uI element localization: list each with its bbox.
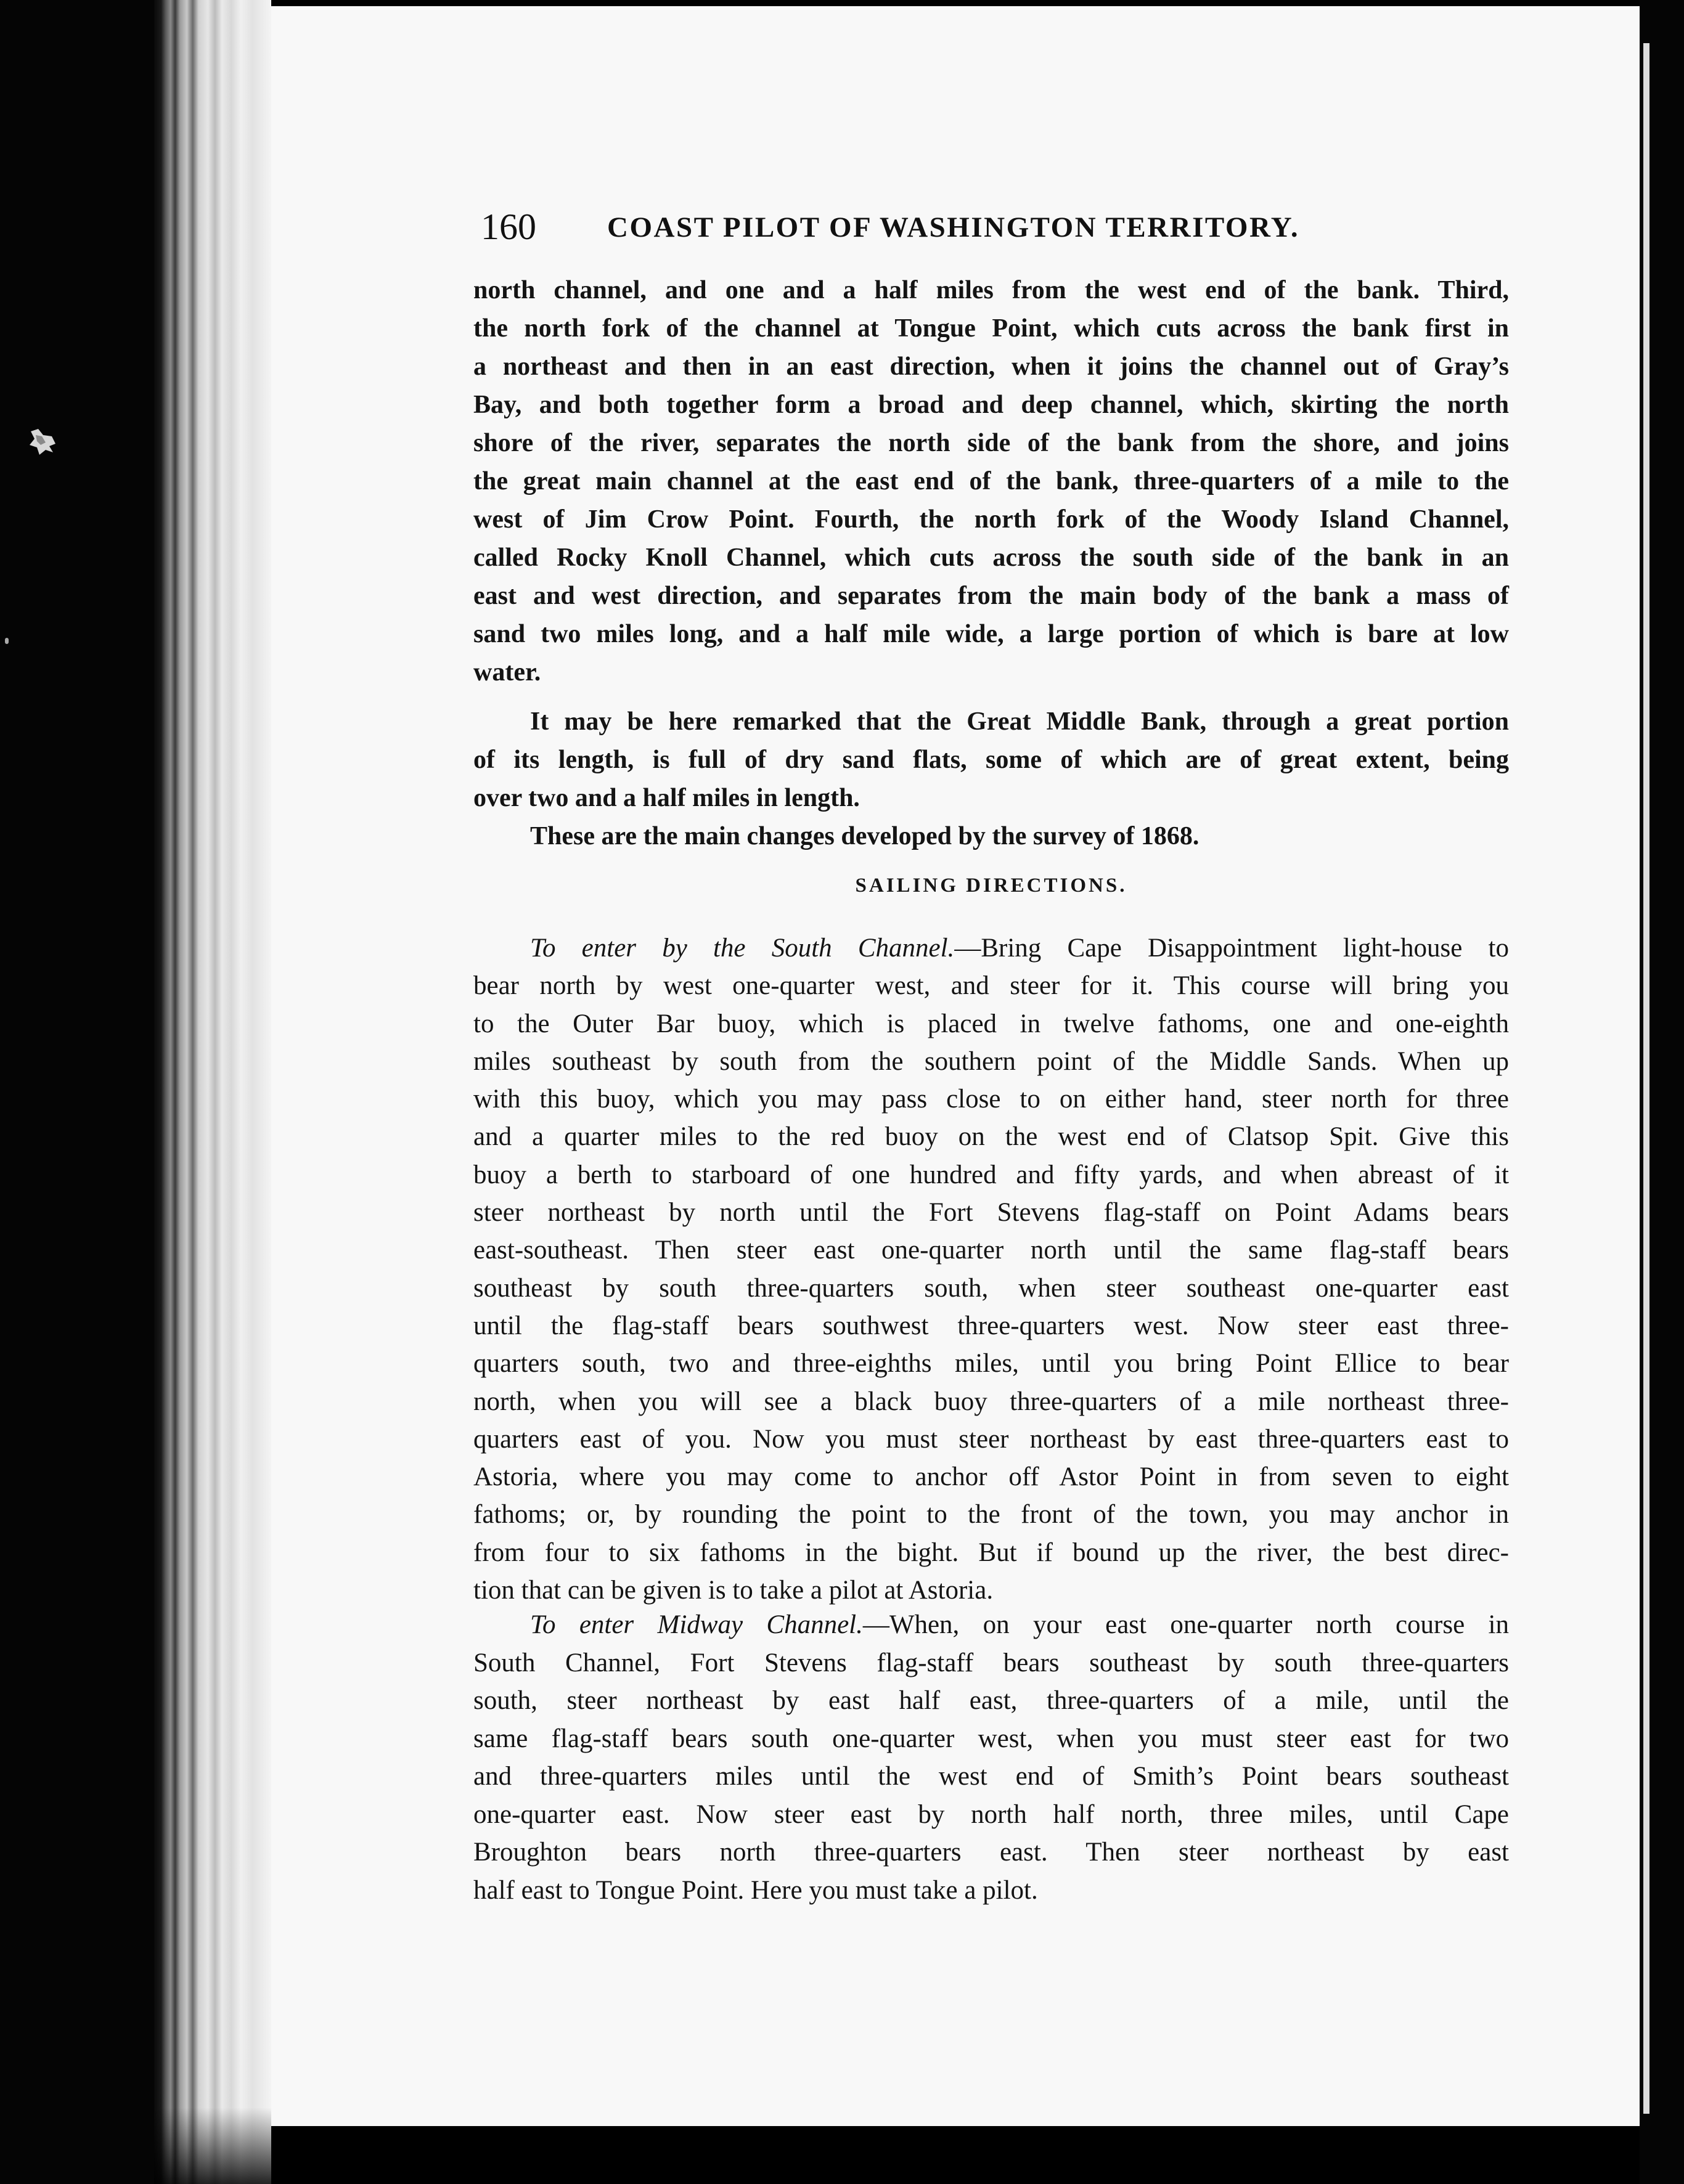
text-line: and three-quarters miles until the west end of Smith’s Point bears southeast: [473, 1762, 1509, 1791]
text-line-first: [473, 929, 1509, 967]
text-line: southeast by south three-quarters south, when steer southeast one-quarter east: [473, 1273, 1509, 1303]
running-title: COAST PILOT OF WASHINGTON TERRITORY.: [607, 211, 1300, 243]
text-line: a northeast and then in an east direction, when it joins the channel out of Gray’s: [473, 352, 1509, 381]
text-line: the north fork of the channel at Tongue Point, which cuts across the bank first in: [473, 314, 1509, 343]
text-line: from four to six fathoms in the bight. But if bound up the river, the best direc-: [473, 1538, 1509, 1567]
running-header: [481, 202, 1362, 251]
text-run: —When, on your east one-quarter north course in: [862, 1610, 1509, 1639]
text-line: tion that can be given is to take a pilot at Astoria.: [473, 1576, 994, 1605]
text-run: —Bring Cape Disappointment light-house to: [954, 934, 1509, 963]
paragraph-south-channel: [473, 929, 1509, 1609]
dust-speck-icon: [25, 425, 68, 462]
text-line: one-quarter east. Now steer east by north half north, three miles, until Cape: [473, 1799, 1509, 1829]
page-number: 160: [481, 206, 536, 247]
text-line: sand two miles long, and a half mile wide, a large portion of which is bare at low: [473, 620, 1509, 648]
text-line: quarters south, two and three-eighths miles, until you bring Point Ellice to bear: [473, 1349, 1509, 1379]
book-page-edges: [154, 0, 271, 2184]
text-line: These are the main changes developed by the survey of 1868.: [530, 822, 1200, 850]
paragraph-middle-bank: [473, 703, 1509, 855]
text-line: with this buoy, which you may pass close to on either hand, steer north for three: [473, 1085, 1509, 1114]
text-line: quarters east of you. Now you must steer northeast by east three-quarters east to: [473, 1424, 1509, 1454]
text-line: east and west direction, and separates from the main body of the bank a mass of: [473, 582, 1509, 610]
text-line: bear north by west one-quarter west, and steer for it. This course will bring you: [473, 971, 1509, 1001]
scan-margin-bottom: [271, 2126, 1684, 2184]
text-line: Broughton bears north three-quarters east. Then steer northeast by east: [473, 1838, 1509, 1867]
text-line: called Rocky Knoll Channel, which cuts across the south side of the bank in an: [473, 544, 1509, 572]
facing-page-edge: [1643, 43, 1649, 2114]
text-line: miles southeast by south from the southern point of the Middle Sands. When up: [473, 1046, 1509, 1076]
text-line: water.: [473, 658, 541, 687]
text-line: south, steer northeast by east half east, three-quarters of a mile, until the: [473, 1686, 1509, 1715]
scan-margin-left: [0, 0, 154, 2184]
text-line: shore of the river, separates the north side of the bank from the shore, and joins: [473, 429, 1509, 457]
text-line: South Channel, Fort Stevens flag-staff bears southeast by south three-quarters: [473, 1648, 1509, 1677]
text-line: and a quarter miles to the red buoy on the west end of Clatsop Spit. Give this: [473, 1122, 1509, 1152]
text-line: north channel, and one and a half miles from the west end of the bank. Third,: [473, 276, 1509, 304]
text-line: steer northeast by north until the Fort Stevens flag-staff on Point Adams bears: [473, 1198, 1509, 1228]
text-line: It may be here remarked that the Great Middle Bank, through a great portion: [530, 707, 1509, 736]
text-line: Bay, and both together form a broad and deep channel, which, skirting the north: [473, 391, 1509, 419]
text-line: same flag-staff bears south one-quarter west, when you must steer east for two: [473, 1724, 1509, 1753]
lead-in-italic: To enter by the South Channel.: [530, 934, 955, 963]
lead-in-italic: To enter Midway Channel.: [530, 1610, 863, 1639]
text-line: Astoria, where you may come to anchor off Astor Point in from seven to eight: [473, 1462, 1509, 1492]
text-line: half east to Tongue Point. Here you must take a pilot.: [473, 1875, 1038, 1905]
text-line: over two and a half miles in length.: [473, 784, 860, 812]
text-line: to the Outer Bar buoy, which is placed in twelve fathoms, one and one-eighth: [473, 1009, 1509, 1038]
text-line: buoy a berth to starboard of one hundred and fifty yards, and when abreast of it: [473, 1160, 1509, 1189]
paragraph-bank-channels: [473, 271, 1509, 691]
section-heading: SAILING DIRECTIONS.: [855, 874, 1127, 897]
book-page-edges-shadow: [154, 2108, 271, 2184]
text-line: of its length, is full of dry sand flats, some of which are of great extent, being: [473, 746, 1509, 774]
text-line-first: [473, 1606, 1509, 1644]
paragraph-midway-channel: [473, 1606, 1509, 1909]
text-line: west of Jim Crow Point. Fourth, the north fork of the Woody Island Channel,: [473, 505, 1509, 534]
text-line: north, when you will see a black buoy three-quarters of a mile northeast three-: [473, 1387, 1509, 1416]
text-line: the great main channel at the east end of the bank, three-quarters of a mile to the: [473, 467, 1509, 495]
text-line: fathoms; or, by rounding the point to the front of the town, you may anchor in: [473, 1500, 1509, 1530]
text-line: east-southeast. Then steer east one-quarter north until the same flag-staff bears: [473, 1236, 1509, 1265]
dust-speck-small-icon: [5, 638, 9, 644]
text-line: until the flag-staff bears southwest three-quarters west. Now steer east three-: [473, 1311, 1509, 1340]
